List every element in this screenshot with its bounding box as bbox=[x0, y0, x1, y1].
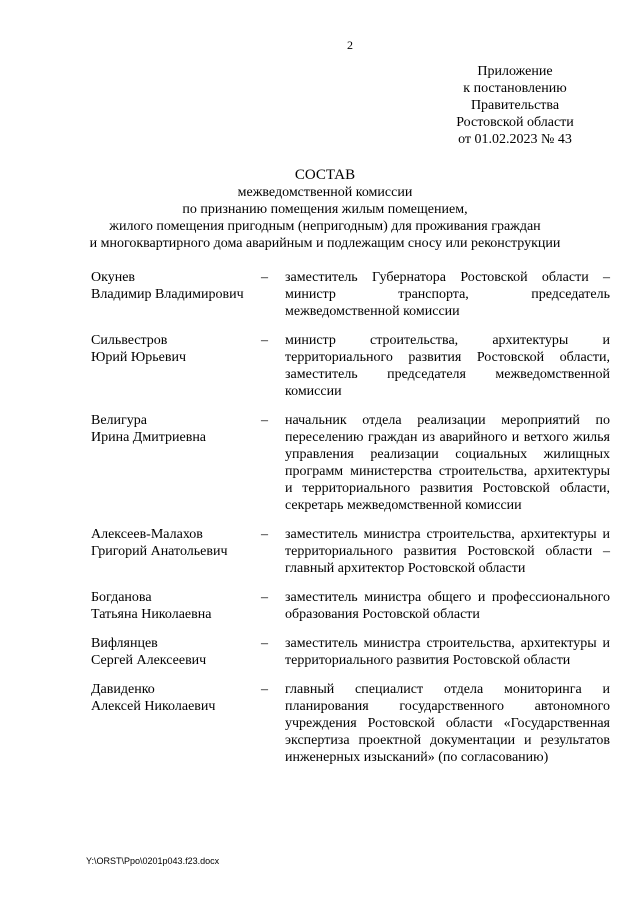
member-role: заместитель министра общего и профессионального образования Ростовской области bbox=[285, 590, 610, 622]
member-given-names: Ирина Дмитриевна bbox=[91, 430, 207, 445]
member-dash: – bbox=[261, 413, 268, 428]
member-name bbox=[91, 412, 261, 514]
member-role: заместитель министра строительства, архитектуры и территориального развития Ростовской области – главный архитектор Ростовской области bbox=[285, 527, 610, 576]
appendix-block bbox=[440, 63, 590, 148]
member-entry bbox=[91, 332, 610, 400]
member-role: главный специалист отдела мониторинга и планирования государственного автономного учреждения Ростовской области «Государственная экспертиза проектной документации и результатов инженерных изысканий» (по согласованию) bbox=[285, 682, 610, 765]
page-number: 2 bbox=[347, 38, 353, 52]
member-surname: Давиденко bbox=[91, 682, 155, 697]
heading-line: жилого помещения пригодным (непригодным) для проживания граждан bbox=[109, 219, 541, 234]
member-entry bbox=[91, 681, 610, 766]
heading-title: СОСТАВ bbox=[294, 167, 356, 183]
member-name bbox=[91, 269, 261, 320]
member-surname: Вифлянцев bbox=[91, 636, 158, 651]
member-given-names: Сергей Алексеевич bbox=[91, 653, 207, 668]
member-surname: Алексеев-Малахов bbox=[91, 527, 203, 542]
member-surname: Окунев bbox=[91, 270, 136, 285]
member-name bbox=[91, 681, 261, 766]
member-entry bbox=[91, 526, 610, 577]
appendix-line: Ростовской области bbox=[456, 115, 574, 130]
member-entry bbox=[91, 589, 610, 623]
heading-line: по признанию помещения жилым помещением, bbox=[182, 202, 468, 217]
member-name bbox=[91, 589, 261, 623]
heading-line: межведомственной комиссии bbox=[237, 185, 413, 200]
member-given-names: Григорий Анатольевич bbox=[91, 544, 228, 559]
member-dash: – bbox=[261, 590, 268, 605]
member-role: министр строительства, архитектуры и территориального развития Ростовской области, заместитель председателя межведомственной комиссии bbox=[285, 333, 610, 399]
member-entry bbox=[91, 412, 610, 514]
member-given-names: Юрий Юрьевич bbox=[91, 350, 187, 365]
member-surname: Сильвестров bbox=[91, 333, 168, 348]
member-name bbox=[91, 635, 261, 669]
file-path-footer: Y:\ORST\Ppo\0201p043.f23.docx bbox=[86, 856, 220, 866]
appendix-line: Приложение bbox=[477, 64, 553, 79]
member-given-names: Алексей Николаевич bbox=[91, 699, 216, 714]
member-given-names: Владимир Владимирович bbox=[91, 287, 244, 302]
member-role: начальник отдела реализации мероприятий по переселению граждан из аварийного и ветхого жилья управления реализации социальных жилищных программ министерства строительства, архитектуры и территориального развития Ростовской области, секретарь межведомственной комиссии bbox=[285, 413, 610, 513]
member-dash: – bbox=[261, 636, 268, 651]
member-dash: – bbox=[261, 527, 268, 542]
member-surname: Богданова bbox=[91, 590, 152, 605]
member-dash: – bbox=[261, 333, 268, 348]
member-dash: – bbox=[261, 682, 268, 697]
member-entry bbox=[91, 635, 610, 669]
member-name bbox=[91, 526, 261, 577]
member-entry bbox=[91, 269, 610, 320]
member-name bbox=[91, 332, 261, 400]
member-surname: Велигура bbox=[91, 413, 147, 428]
member-given-names: Татьяна Николаевна bbox=[91, 607, 212, 622]
appendix-line: Правительства bbox=[470, 98, 560, 113]
member-dash: – bbox=[261, 270, 268, 285]
member-role: заместитель министра строительства, архитектуры и территориального развития Ростовской области bbox=[285, 636, 610, 668]
appendix-line: к постановлению bbox=[463, 81, 567, 96]
member-role: заместитель Губернатора Ростовской области – министр транспорта, председатель межведомственной комиссии bbox=[285, 270, 610, 319]
heading-line: и многоквартирного дома аварийным и подлежащим сносу или реконструкции bbox=[89, 236, 561, 251]
appendix-line: от 01.02.2023 № 43 bbox=[458, 132, 572, 147]
member-list bbox=[91, 269, 610, 778]
document-heading bbox=[60, 166, 590, 252]
